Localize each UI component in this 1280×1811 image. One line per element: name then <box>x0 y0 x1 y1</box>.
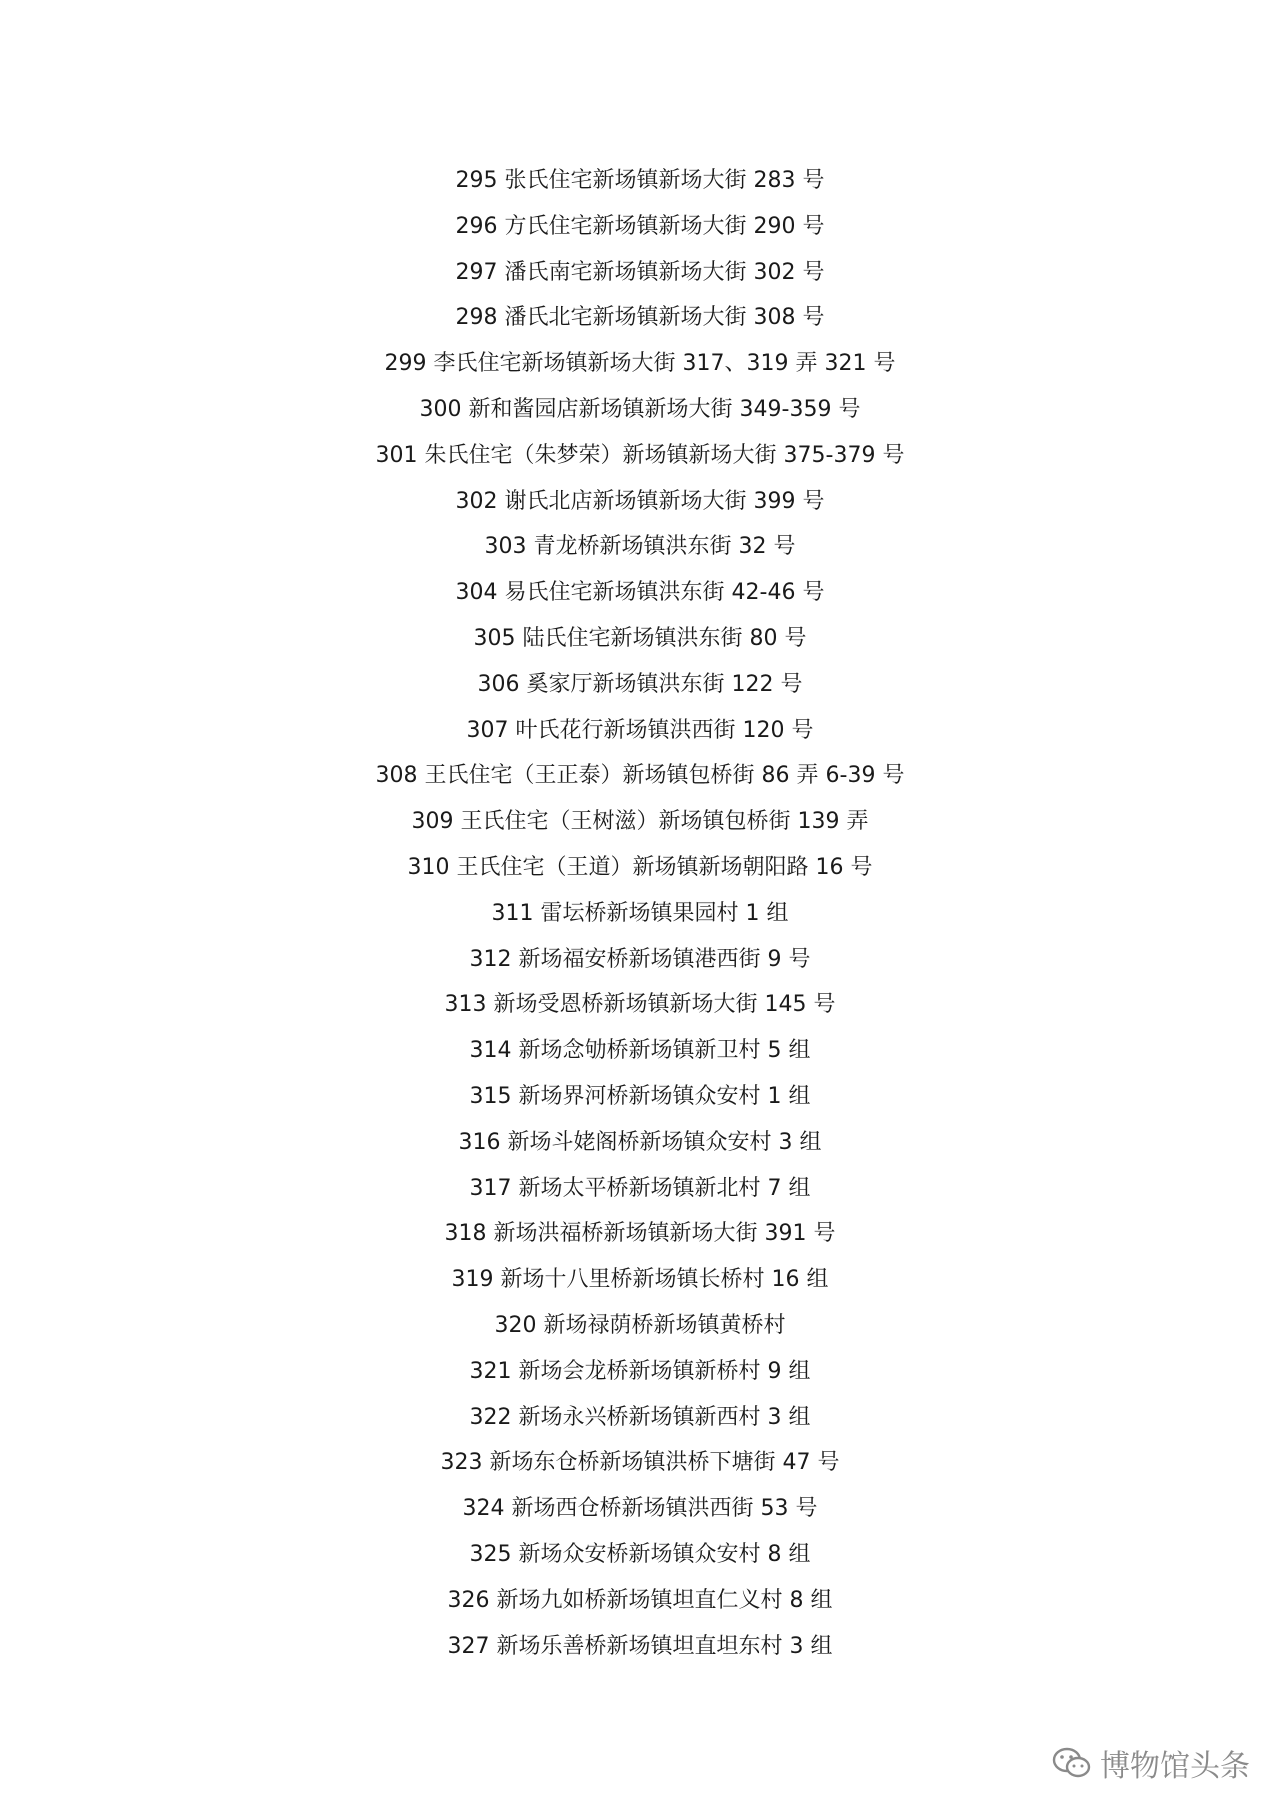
entry-address: 新场镇洪西街 120 号 <box>603 717 814 743</box>
heritage-list <box>0 158 1280 1669</box>
entry-address: 新场镇洪东街 80 号 <box>610 625 807 651</box>
list-item <box>0 204 1280 250</box>
list-item <box>0 570 1280 616</box>
entry-address: 新场镇新卫村 5 组 <box>628 1038 811 1064</box>
entry-name: 315 新场界河桥 <box>469 1083 629 1109</box>
entry-name: 321 新场会龙桥 <box>469 1358 629 1384</box>
entry-address: 新场镇洪西街 53 号 <box>621 1496 818 1522</box>
list-item <box>0 387 1280 433</box>
entry-address: 新场镇新桥村 9 组 <box>628 1358 811 1384</box>
entry-name: 304 易氏住宅 <box>455 580 593 606</box>
entry-address: 新场镇包桥街 86 弄 6-39 号 <box>622 763 905 789</box>
list-item <box>0 1166 1280 1212</box>
list-item <box>0 479 1280 525</box>
list-item <box>0 1395 1280 1441</box>
list-item <box>0 295 1280 341</box>
entry-address: 新场镇新场大街 308 号 <box>592 305 825 331</box>
entry-address: 新场镇新场大街 349-359 号 <box>578 396 861 422</box>
list-item <box>0 1074 1280 1120</box>
entry-address: 新场镇众安村 3 组 <box>639 1129 822 1155</box>
watermark-text: 博物馆头条 <box>1100 1749 1250 1784</box>
entry-address: 新场镇黄桥村 <box>653 1312 786 1338</box>
list-item <box>0 1028 1280 1074</box>
entry-name: 320 新场禄荫桥 <box>494 1312 654 1338</box>
list-item <box>0 158 1280 204</box>
list-item <box>0 937 1280 983</box>
list-item <box>0 708 1280 754</box>
list-item <box>0 1440 1280 1486</box>
entry-name: 316 新场斗姥阁桥 <box>458 1129 640 1155</box>
entry-address: 新场镇洪东街 42-46 号 <box>592 580 825 606</box>
list-item <box>0 1624 1280 1670</box>
list-item <box>0 1120 1280 1166</box>
entry-address: 新场镇洪东街 32 号 <box>599 534 796 560</box>
entry-name: 303 青龙桥 <box>484 534 600 560</box>
list-item <box>0 433 1280 479</box>
entry-address: 新场镇新场大街 283 号 <box>592 168 825 193</box>
entry-address: 新场镇新西村 3 组 <box>628 1404 811 1430</box>
list-item <box>0 1303 1280 1349</box>
list-item <box>0 845 1280 891</box>
list-item <box>0 799 1280 845</box>
list-item <box>0 616 1280 662</box>
watermark <box>1052 1743 1250 1783</box>
list-item <box>0 341 1280 387</box>
wechat-icon <box>1052 1746 1092 1780</box>
list-item <box>0 250 1280 296</box>
entry-name: 324 新场西仓桥 <box>462 1496 622 1522</box>
entry-name: 311 雷坛桥 <box>491 900 607 926</box>
entry-name: 309 王氏住宅（王树滋） <box>411 809 659 835</box>
list-item <box>0 1349 1280 1395</box>
entry-name: 301 朱氏住宅（朱梦荣） <box>375 442 623 468</box>
entry-name: 310 王氏住宅（王道） <box>407 854 633 880</box>
entry-address: 新场镇长桥村 16 组 <box>632 1267 829 1293</box>
entry-address: 新场镇包桥街 139 弄 <box>658 809 869 835</box>
entry-name: 323 新场东仓桥 <box>440 1450 600 1476</box>
entry-name: 295 张氏住宅 <box>455 168 593 193</box>
entry-name: 296 方氏住宅 <box>455 213 593 239</box>
entry-address: 新场镇新场大街 317、319 弄 321 号 <box>521 351 896 377</box>
entry-name: 307 叶氏花行 <box>466 717 604 743</box>
entry-address: 新场镇新场大街 391 号 <box>603 1221 836 1247</box>
entry-name: 300 新和酱园店 <box>419 396 579 422</box>
entry-name: 326 新场九如桥 <box>447 1587 607 1613</box>
list-item <box>0 982 1280 1028</box>
entry-address: 新场镇新场朝阳路 16 号 <box>632 854 873 880</box>
entry-address: 新场镇洪桥下塘街 47 号 <box>599 1450 840 1476</box>
entry-address: 新场镇新北村 7 组 <box>628 1175 811 1201</box>
entry-name: 325 新场众安桥 <box>469 1541 629 1567</box>
entry-address: 新场镇果园村 1 组 <box>606 900 789 926</box>
entry-name: 322 新场永兴桥 <box>469 1404 629 1430</box>
entry-name: 298 潘氏北宅 <box>455 305 593 331</box>
list-item <box>0 1578 1280 1624</box>
entry-name: 297 潘氏南宅 <box>455 259 593 285</box>
entry-address: 新场镇新场大街 145 号 <box>603 992 836 1018</box>
entry-address: 新场镇坦直坦东村 3 组 <box>606 1633 833 1659</box>
entry-name: 308 王氏住宅（王正泰） <box>375 763 623 789</box>
list-item <box>0 1532 1280 1578</box>
entry-name: 317 新场太平桥 <box>469 1175 629 1201</box>
entry-name: 319 新场十八里桥 <box>451 1267 633 1293</box>
entry-name: 314 新场念劬桥 <box>469 1038 629 1064</box>
entry-address: 新场镇洪东街 122 号 <box>592 671 803 697</box>
entry-name: 302 谢氏北店 <box>455 488 593 514</box>
entry-name: 306 奚家厅 <box>477 671 593 697</box>
list-item <box>0 891 1280 937</box>
list-item <box>0 1486 1280 1532</box>
list-item <box>0 1211 1280 1257</box>
entry-address: 新场镇新场大街 290 号 <box>592 213 825 239</box>
entry-name: 299 李氏住宅 <box>384 351 522 377</box>
entry-address: 新场镇港西街 9 号 <box>628 946 811 972</box>
list-item <box>0 524 1280 570</box>
entry-name: 313 新场受恩桥 <box>444 992 604 1018</box>
list-item <box>0 753 1280 799</box>
entry-name: 327 新场乐善桥 <box>447 1633 607 1659</box>
entry-address: 新场镇新场大街 302 号 <box>592 259 825 285</box>
entry-address: 新场镇新场大街 375-379 号 <box>622 442 905 468</box>
entry-address: 新场镇新场大街 399 号 <box>592 488 825 514</box>
list-item <box>0 662 1280 708</box>
entry-name: 312 新场福安桥 <box>469 946 629 972</box>
entry-address: 新场镇众安村 1 组 <box>628 1083 811 1109</box>
entry-address: 新场镇众安村 8 组 <box>628 1541 811 1567</box>
list-item <box>0 1257 1280 1303</box>
entry-address: 新场镇坦直仁义村 8 组 <box>606 1587 833 1613</box>
entry-name: 318 新场洪福桥 <box>444 1221 604 1247</box>
entry-name: 305 陆氏住宅 <box>473 625 611 651</box>
